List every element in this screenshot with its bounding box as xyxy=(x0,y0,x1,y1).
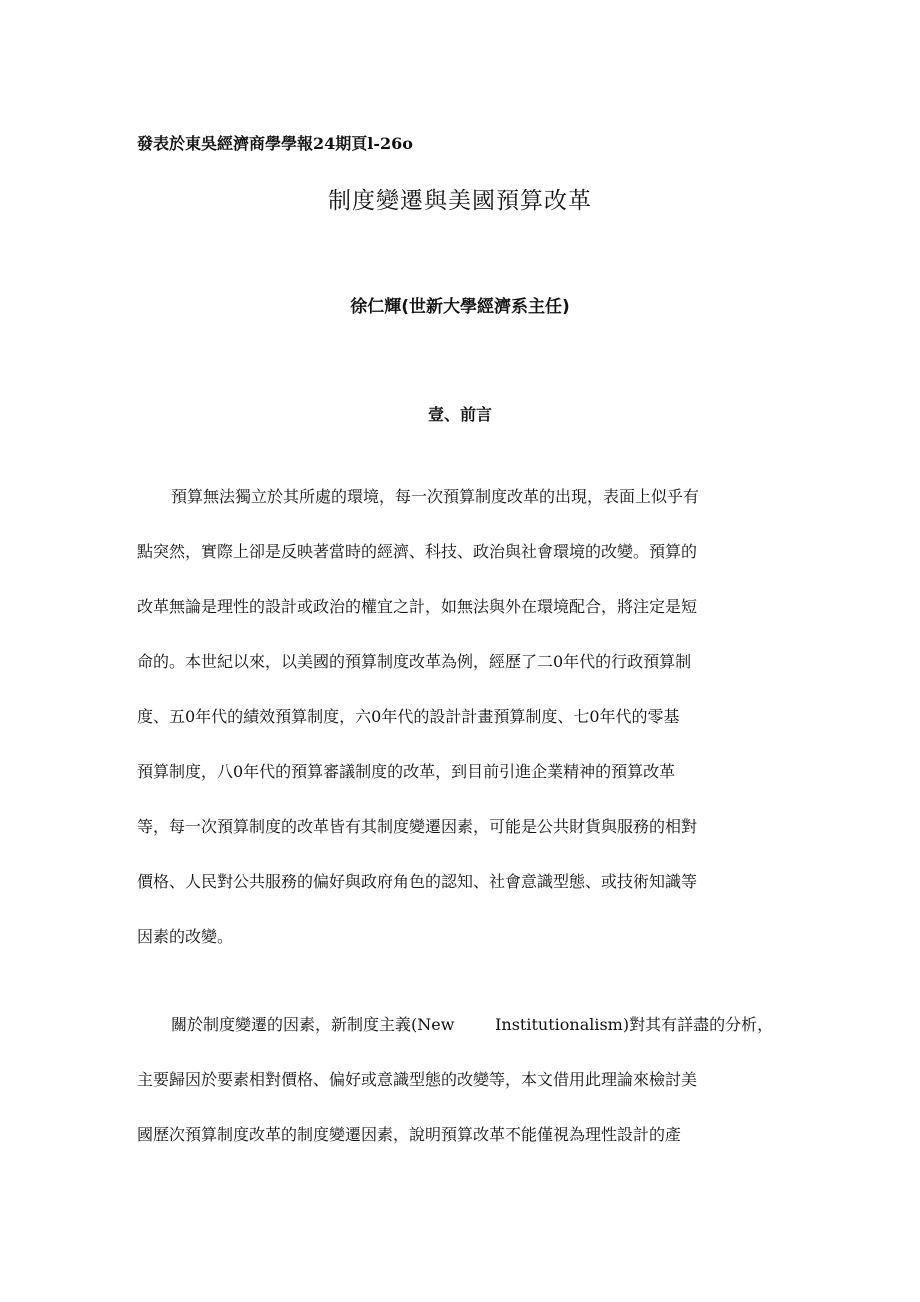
paragraph-1-line-1: 預算無法獨立於其所處的環境，每一次預算制度改革的出現，表面上似乎有 xyxy=(171,487,700,506)
paragraph-2-line-2: 主要歸因於要素相對價格、偏好或意識型態的改變等，本文借用此理論來檢討美 xyxy=(137,1070,698,1089)
paragraph-1-line-8: 價格、人民對公共服務的偏好與政府角色的認知、社會意識型態、或技術知識等 xyxy=(137,872,698,891)
paragraph-1-line-9: 因素的改變。 xyxy=(137,927,234,946)
paragraph-2-line-3: 國歷次預算制度改革的制度變遷因素，說明預算改革不能僅視為理性設計的產 xyxy=(137,1125,682,1144)
paragraph-1-line-3: 改革無論是理性的設計或政治的權宜之計，如無法與外在環境配合，將注定是短 xyxy=(137,597,698,616)
author-line: 徐仁輝(世新大學經濟系主任) xyxy=(350,297,570,317)
paragraph-2-line-1: 關於制度變遷的因素，新制度主義(New Institutionalism)對其有詳盡的分析， xyxy=(171,1015,774,1034)
paragraph-1-line-4: 命的。本世紀以來，以美國的預算制度改革為例，經歷了二0年代的行政預算制 xyxy=(137,652,692,671)
document-title: 制度變遷與美國預算改革 xyxy=(328,188,592,214)
section-heading: 壹、前言 xyxy=(427,405,492,424)
paragraph-1-line-5: 度、五0年代的績效預算制度，六0年代的設計計畫預算制度、七0年代的零基 xyxy=(137,707,680,726)
paragraph-1-line-6: 預算制度，八0年代的預算審議制度的改革，到目前引進企業精神的預算改革 xyxy=(137,762,676,781)
publication-source: 發表於東吳經濟商學學報24期頁l-26o xyxy=(137,134,413,153)
paragraph-1-line-7: 等，每一次預算制度的改革皆有其制度變遷因素，可能是公共財貨與服務的相對 xyxy=(137,817,698,836)
paragraph-1-line-2: 點突然，實際上卻是反映著當時的經濟、科技、政治與社會環境的改變。預算的 xyxy=(137,542,698,561)
